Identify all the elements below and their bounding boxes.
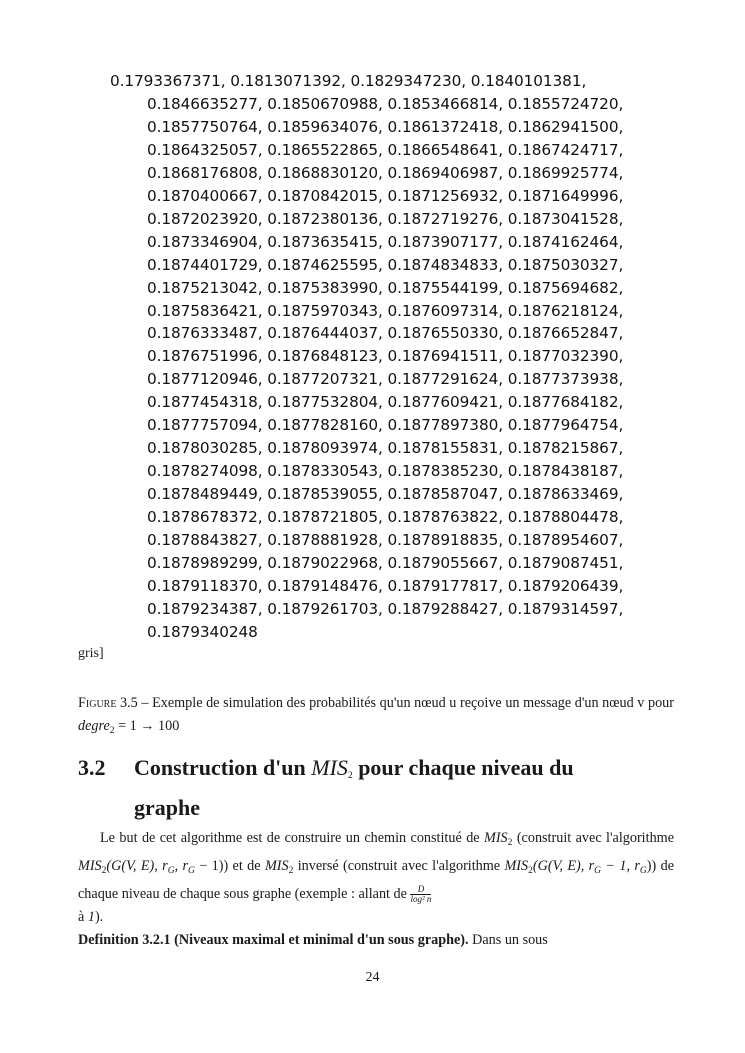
values-line: 0.1879340248 (147, 622, 258, 641)
values-line: 0.1793367371, 0.1813071392, 0.1829347230, 0.1840101381, (110, 72, 587, 90)
values-line: 0.1846635277, 0.1850670988, 0.1853466814, 0.1855724720, (147, 94, 624, 113)
caption-math-rest: = 1 → 100 (114, 718, 180, 734)
values-line: 0.1877757094, 0.1877828160, 0.1877897380, 0.1877964754, (147, 416, 624, 435)
values-line: 0.1875836421, 0.1875970343, 0.1876097314, 0.1876218124, (147, 301, 624, 320)
caption-math-sub: 2 (109, 726, 115, 736)
values-line: 0.1874401729, 0.1874625595, 0.1874834833, 0.1875030327, (147, 255, 624, 274)
values-line: 0.1878274098, 0.1878330543, 0.1878385230, 0.1878438187, (147, 462, 624, 481)
section-number: 3.2 (78, 755, 106, 780)
section-title-line2: graphe (134, 795, 200, 820)
values-line: 0.1878489449, 0.1878539055, 0.1878587047, 0.1878633469, (147, 485, 624, 504)
values-line: 0.1877120946, 0.1877207321, 0.1877291624, 0.1877373938, (147, 370, 624, 389)
fraction-d-over-log2n: $\frac{D}{\text{log² n}}$ (410, 884, 432, 905)
body-paragraph: Le but de cet algorithme est de construire un chemin constitué de $MIS_2$ (construit avec l'algorithme $MIS_2(G(V$, E), $r_G$, $r_G - 1$)) et de $MIS_2$ inversé (construit avec l'algorithme $MIS_2(G(V$, E), $r_G - 1$, $r_G$)) de chaque niveau de chaque sous graphe (exemple : allant de $\frac{D}{\text{log² n}}$ à 1). (78, 830, 674, 925)
values-line: 0.1864325057, 0.1865522865, 0.1866548641, 0.1867424717, (147, 140, 624, 159)
caption-math-var: degre (78, 718, 110, 734)
values-line: 0.1857750764, 0.1859634076, 0.1861372418, 0.1862941500, (147, 117, 624, 136)
figure-label: Figure 3.5 (78, 695, 138, 711)
caption-dash: – (137, 695, 153, 711)
definition-label: Definition 3.2.1 (78, 932, 171, 948)
simulation-values-image (110, 70, 710, 670)
definition-text: Dans un sous (468, 932, 548, 948)
values-line: 0.1872023920, 0.1872380136, 0.1872719276, 0.1873041528, (147, 209, 624, 228)
values-line: 0.1875213042, 0.1875383990, 0.1875544199, 0.1875694682, (147, 278, 624, 297)
values-line: 0.1876751996, 0.1876848123, 0.1876941511, 0.1877032390, (147, 347, 624, 366)
values-line: 0.1870400667, 0.1870842015, 0.1871256932, 0.1871649996, (147, 186, 624, 205)
definition-3-2-1 (78, 929, 674, 952)
gris-label: gris] (78, 646, 104, 661)
values-line: 0.1877454318, 0.1877532804, 0.1877609421, 0.1877684182, (147, 393, 624, 412)
values-line: 0.1878030285, 0.1878093974, 0.1878155831, 0.1878215867, (147, 439, 624, 458)
values-line: 0.1876333487, 0.1876444037, 0.1876550330, 0.1876652847, (147, 324, 624, 343)
values-line: 0.1879234387, 0.1879261703, 0.1879288427, 0.1879314597, (147, 599, 624, 618)
caption-text: Exemple de simulation des probabilités qu'un nœud u reçoive un message d'un nœud v pour (152, 695, 674, 711)
values-line: 0.1878989299, 0.1879022968, 0.1879055667, 0.1879087451, (147, 553, 624, 572)
figure-caption (78, 692, 674, 743)
definition-title: (Niveaux maximal et minimal d'un sous graphe). (174, 932, 469, 948)
page-number: 24 (365, 970, 380, 985)
values-line: 0.1878843827, 0.1878881928, 0.1878918835, 0.1878954607, (147, 531, 624, 549)
section-title: Construction d'un $MIS_2$ pour chaque niveau du graphe (134, 752, 674, 824)
values-line: 0.1878678372, 0.1878721805, 0.1878763822, 0.1878804478, (147, 508, 624, 527)
values-line: 0.1879118370, 0.1879148476, 0.1879177817, 0.1879206439, (147, 576, 624, 595)
values-line: 0.1873346904, 0.1873635415, 0.1873907177, 0.1874162464, (147, 232, 624, 251)
values-line: 0.1868176808, 0.1868830120, 0.1869406987, 0.1869925774, (147, 163, 624, 182)
